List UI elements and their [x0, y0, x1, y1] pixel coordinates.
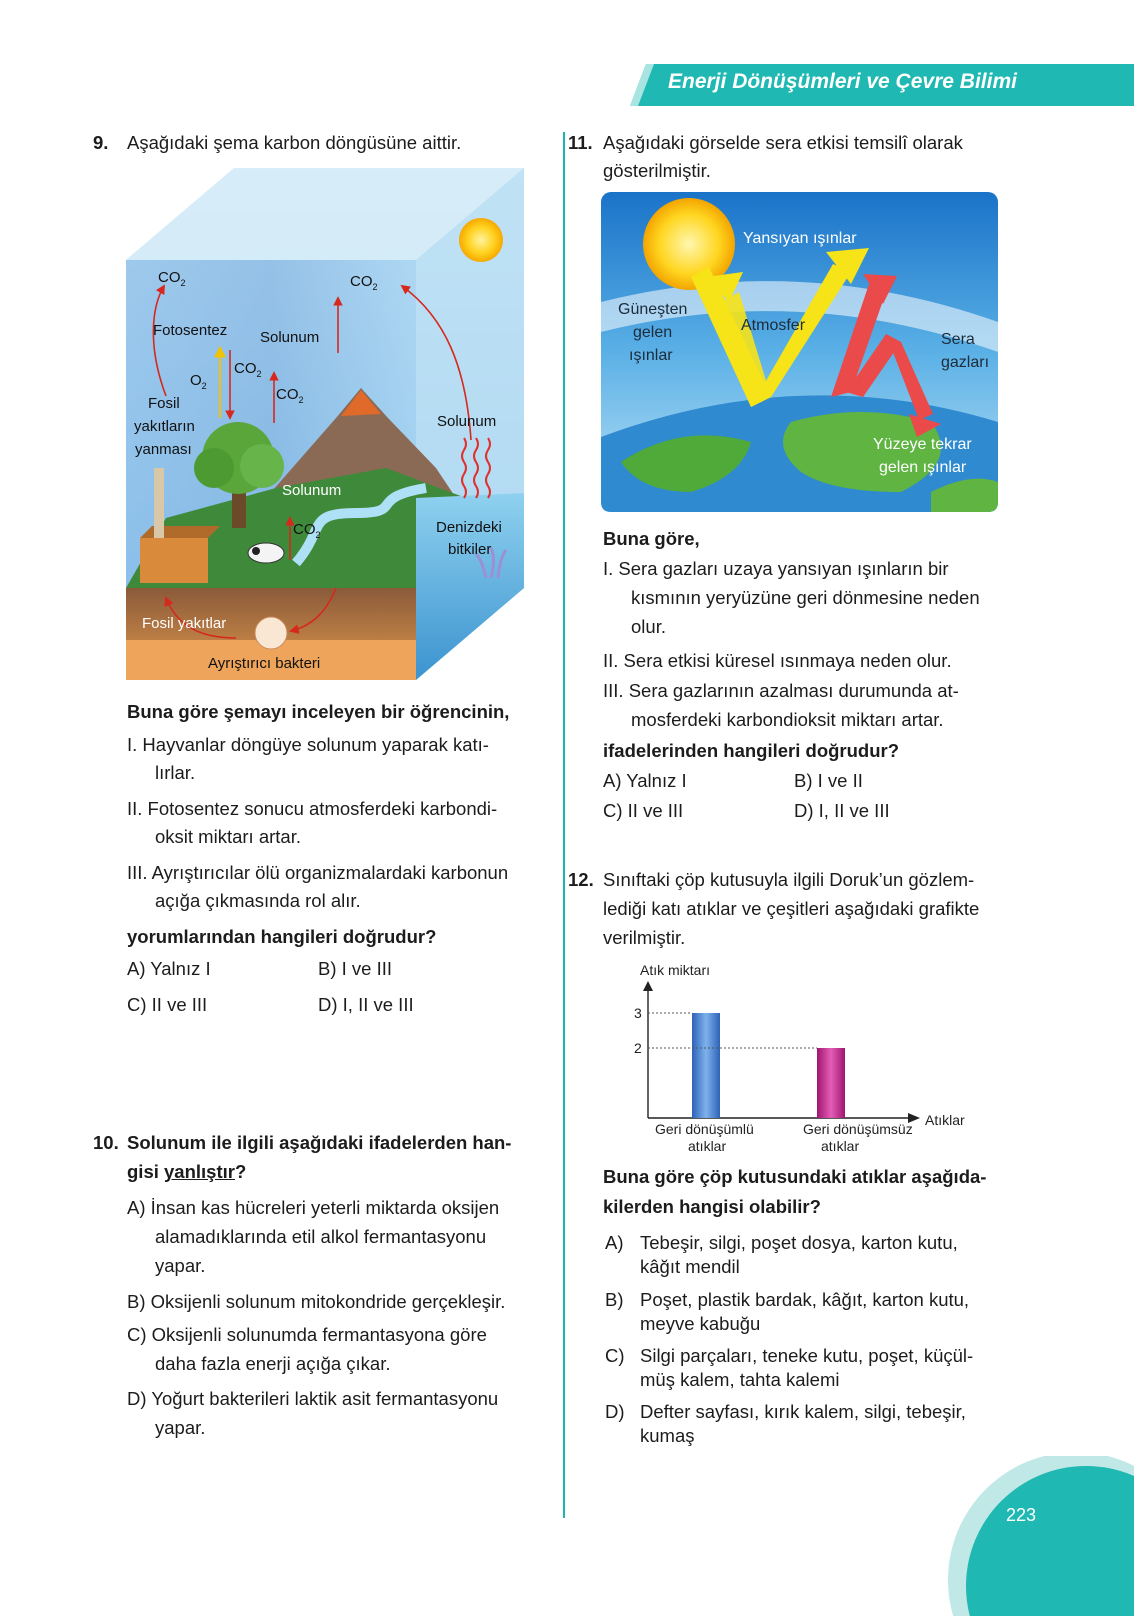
q12-option-b-1[interactable]: Poşet, plastik bardak, kâğıt, karton kutu, [640, 1289, 970, 1310]
q9-question: yorumlarından hangileri doğrudur? [127, 926, 437, 947]
q12-stem-a: Sınıftaki çöp kutusuyla ilgili Doruk’un gözlem- [603, 869, 975, 890]
category-label-2a: Geri dönüşümsüz [803, 1121, 913, 1137]
label-yuzeye-2: gelen ışınlar [879, 459, 967, 476]
q12-option-d-2: kumaş [640, 1425, 695, 1446]
label-atmosfer: Atmosfer [741, 317, 806, 334]
q10-option-d-1[interactable]: D) Yoğurt bakterileri laktik asit fermantasyonu [127, 1388, 499, 1409]
q12-stem-c: verilmiştir. [603, 927, 686, 948]
label-sera-1: Sera [941, 331, 975, 348]
q12-number: 12. [568, 869, 594, 890]
label-gunesten-3: ışınlar [629, 347, 673, 364]
q12-option-b-label[interactable]: B) [605, 1289, 624, 1310]
q11-stem-b: gösterilmiştir. [603, 160, 711, 181]
q12-option-d-1[interactable]: Defter sayfası, kırık kalem, silgi, tebeşir, [640, 1401, 966, 1422]
label-fosil-yakitlar: Fosil yakıtlar [142, 615, 227, 632]
label-bitkiler: bitkiler [448, 541, 492, 558]
q10-option-c-1[interactable]: C) Oksijenli solunumda fermantasyona göre [127, 1324, 487, 1345]
q9-statement-3a: III. Ayrıştırıcılar ölü organizmalardaki karbonun [127, 862, 509, 883]
q9-number: 9. [93, 132, 109, 153]
label-fosil-3: yanması [135, 441, 192, 458]
label-co2-3: CO [234, 360, 257, 377]
label-fotosentez: Fotosentez [153, 322, 228, 339]
q10-option-a-1[interactable]: A) İnsan kas hücreleri yeterli miktarda oksijen [127, 1197, 500, 1218]
q10-option-b[interactable]: B) Oksijenli solunum mitokondride gerçekleşir. [127, 1291, 506, 1312]
q11-lead: Buna göre, [603, 528, 700, 549]
bar-2 [817, 1048, 845, 1118]
sub2: 2 [256, 369, 262, 379]
category-label-2b: atıklar [821, 1138, 860, 1154]
y-tick-label: 3 [634, 1005, 642, 1021]
chart-xlabel: Atıklar [925, 1112, 965, 1128]
page-corner [924, 1456, 1134, 1616]
header-title: Enerji Dönüşümleri ve Çevre Bilimi [668, 70, 1017, 93]
q9-statement-1a: I. Hayvanlar döngüye solunum yaparak katı- [127, 734, 489, 755]
label-co2-5: CO [293, 521, 316, 538]
q9-option-b[interactable]: B) I ve III [318, 958, 393, 979]
q9-statement-1b: lırlar. [155, 762, 196, 783]
q12-option-a-label[interactable]: A) [605, 1232, 624, 1253]
q11-statement-1a: I. Sera gazları uzaya yansıyan ışınların bir [603, 558, 949, 579]
label-fosil-1: Fosil [148, 395, 180, 412]
q12-option-c-label[interactable]: C) [605, 1345, 625, 1366]
q9-lead: Buna göre şemayı inceleyen bir öğrencinin, [127, 701, 510, 722]
q10-stem-a: Solunum ile ilgili aşağıdaki ifadelerden han- [127, 1132, 512, 1153]
q12-option-a-2: kâğıt mendil [640, 1256, 740, 1277]
label-solunum-3: Solunum [282, 482, 342, 499]
q12-question-a: Buna göre çöp kutusundaki atıklar aşağıda- [603, 1166, 987, 1187]
label-solunum-1: Solunum [260, 329, 320, 346]
q9-statement-2b: oksit miktarı artar. [155, 826, 301, 847]
q12-option-d-label[interactable]: D) [605, 1401, 625, 1422]
q12-stem-b: lediği katı atıklar ve çeşitleri aşağıdaki grafikte [603, 898, 980, 919]
label-fosil-2: yakıtların [134, 418, 195, 435]
q11-statement-1c: olur. [631, 616, 666, 637]
q11-question: ifadelerinden hangileri doğrudur? [603, 740, 900, 761]
q9-option-a[interactable]: A) Yalnız I [127, 958, 211, 979]
y-tick-label: 2 [634, 1040, 642, 1056]
label-ayristirici: Ayrıştırıcı bakteri [208, 655, 321, 672]
q11-statement-3b: mosferdeki karbondioksit miktarı artar. [631, 709, 944, 730]
q10-option-d-2: yapar. [155, 1417, 206, 1438]
q9-statement-3b: açığa çıkmasında rol alır. [155, 890, 361, 911]
sub2: 2 [298, 395, 304, 405]
label-denizdeki: Denizdeki [436, 519, 502, 536]
q12-option-a-1[interactable]: Tebeşir, silgi, poşet dosya, karton kutu, [640, 1232, 958, 1253]
q11-option-c[interactable]: C) II ve III [603, 800, 684, 821]
label-solunum-2: Solunum [437, 413, 497, 430]
label-gunesten-2: gelen [633, 324, 673, 341]
sub2: 2 [315, 530, 321, 540]
q12-option-c-2: müş kalem, tahta kalemi [640, 1369, 840, 1390]
label-o2: O [190, 372, 202, 389]
q9-option-d[interactable]: D) I, II ve III [318, 994, 414, 1015]
q11-statement-1b: kısmının yeryüzüne geri dönmesine neden [631, 587, 980, 608]
q11-option-b[interactable]: B) I ve II [794, 770, 863, 791]
label-co2-1: CO [158, 269, 181, 286]
sub2: 2 [372, 282, 378, 292]
q10-stem-b: gisi yanlıştır? [127, 1161, 247, 1182]
column-divider [563, 132, 565, 1518]
q11-number: 11. [568, 132, 593, 153]
page-number: 223 [1006, 1505, 1037, 1525]
label-co2-2: CO [350, 273, 373, 290]
label-sera-2: gazları [941, 354, 990, 371]
q10-option-a-3: yapar. [155, 1255, 206, 1276]
sub2: 2 [201, 381, 207, 391]
q9-stem: Aşağıdaki şema karbon döngüsüne aittir. [127, 132, 462, 153]
carbon-cycle-diagram [126, 168, 524, 680]
q11-statement-3a: III. Sera gazlarının azalması durumunda at- [603, 680, 959, 701]
q10-number: 10. [93, 1132, 119, 1153]
waste-bar-chart [600, 955, 980, 1160]
q10-option-a-2: alamadıklarında etil alkol fermantasyonu [155, 1226, 487, 1247]
category-label-1a: Geri dönüşümlü [655, 1121, 754, 1137]
bar-1 [692, 1013, 720, 1118]
q9-option-c[interactable]: C) II ve III [127, 994, 208, 1015]
chart-ylabel: Atık miktarı [640, 962, 711, 978]
label-gunesten-1: Güneşten [618, 301, 688, 318]
q11-stem-a: Aşağıdaki görselde sera etkisi temsilî olarak [603, 132, 963, 153]
q12-question-b: kilerden hangisi olabilir? [603, 1196, 821, 1217]
q12-option-b-2: meyve kabuğu [640, 1313, 761, 1334]
label-yansiyan: Yansıyan ışınlar [743, 230, 857, 247]
q12-option-c-1[interactable]: Silgi parçaları, teneke kutu, poşet, küçül- [640, 1345, 974, 1366]
q11-option-a[interactable]: A) Yalnız I [603, 770, 687, 791]
q9-statement-2a: II. Fotosentez sonucu atmosferdeki karbondi- [127, 798, 498, 819]
greenhouse-effect-diagram [601, 192, 998, 512]
q11-option-d[interactable]: D) I, II ve III [794, 800, 890, 821]
sub2: 2 [180, 278, 186, 288]
label-yuzeye-1: Yüzeye tekrar [873, 436, 972, 453]
q11-statement-2: II. Sera etkisi küresel ısınmaya neden olur. [603, 650, 952, 671]
label-co2-4: CO [276, 386, 299, 403]
q10-option-c-2: daha fazla enerji açığa çıkar. [155, 1353, 391, 1374]
category-label-1b: atıklar [688, 1138, 727, 1154]
